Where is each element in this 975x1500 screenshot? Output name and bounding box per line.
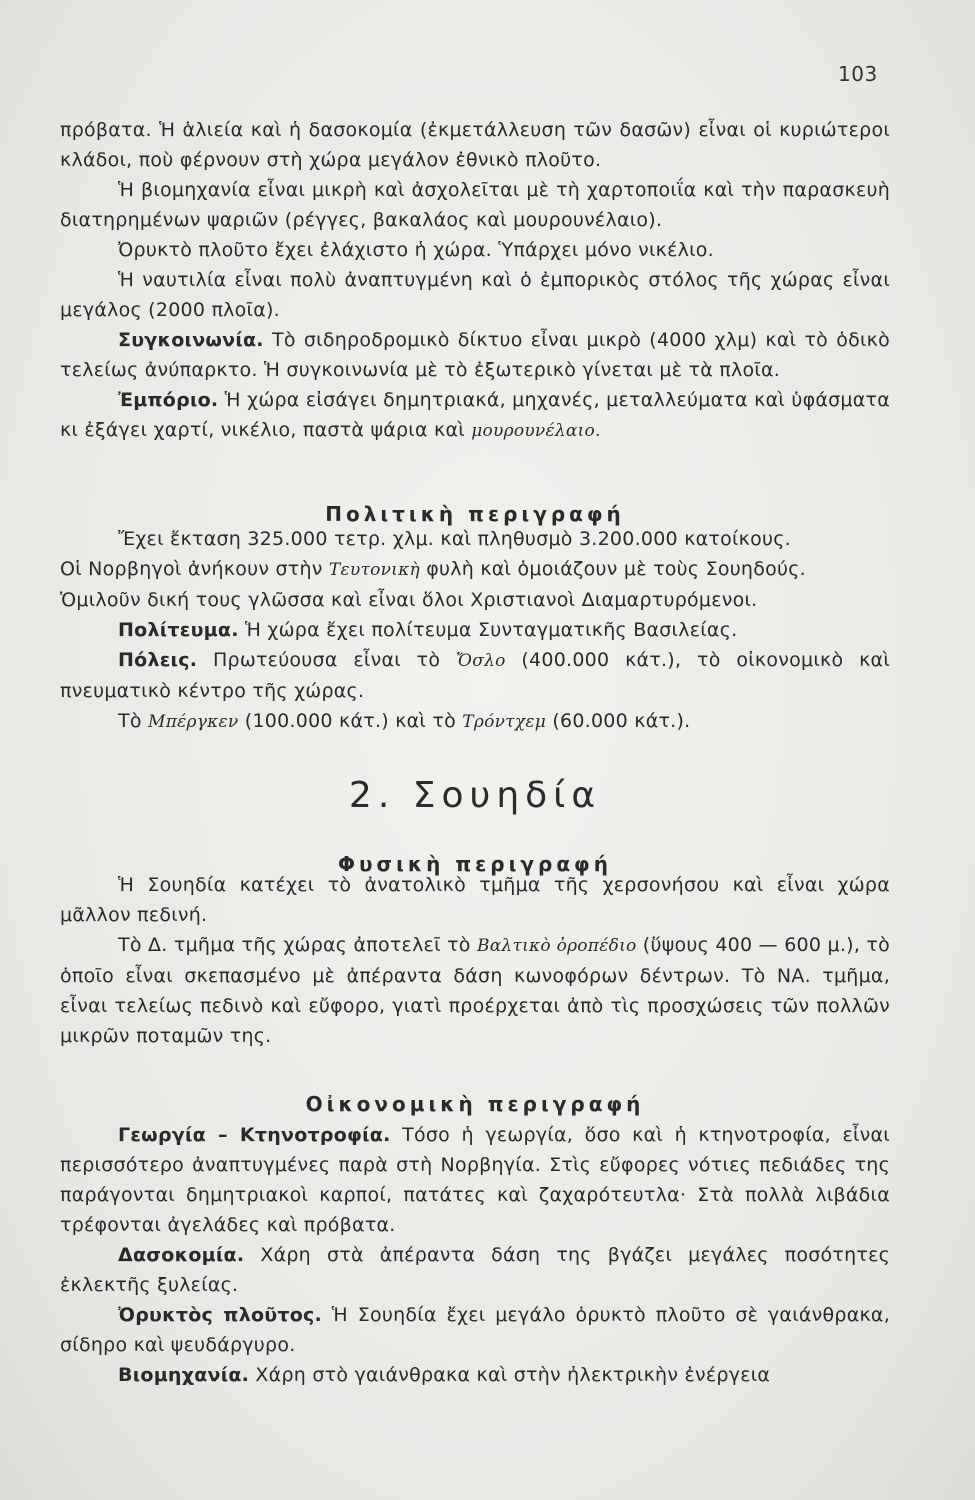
agriculture-text: Τόσο ἡ γεωργία, ὅσο καὶ ἡ κτηνοτροφία, εἶναι περισσότερο ἀναπτυγμένες παρὰ στὴ Νορβηγία. Στὶς εὔφορες νότιες πεδιάδες της παράγονται δημητριακοὶ καρποί, πατάτες καὶ ζαχαρότευτλα· Στὰ πολλὰ λιβάδια τρέφονται ἀγελάδες καὶ πρόβατα. xyxy=(60,1124,890,1236)
agriculture-paragraph xyxy=(60,1120,890,1240)
communication-text: Τὸ σιδηροδρομικὸ δίκτυο εἶναι μικρὸ (4000 χλμ) καὶ τὸ ὁδικὸ τελείως ἀνύπαρκτο. Ἡ συγκοινωνία μὲ τὸ ἐξωτερικὸ γίνεται μὲ τὰ πλοῖα. xyxy=(60,329,890,381)
cities-text-2: (400.000 κάτ.), τὸ οἰκονομικὸ καὶ πνευματικὸ κέντρο τῆς χώρας. xyxy=(60,649,890,702)
industry-label: Βιομηχανία. xyxy=(118,1364,250,1386)
city-trondheim: Τρόντχεμ xyxy=(462,712,547,732)
minerals-paragraph xyxy=(60,1300,890,1360)
cities2-line xyxy=(60,706,890,737)
city-oslo: Ὄσλο xyxy=(456,651,506,671)
norway-political-section xyxy=(60,524,890,737)
paragraph-minerals: Ὀρυκτὸ πλοῦτο ἔχει ἐλάχιστο ἡ χώρα. Ὑπάρχει μόνο νικέλιο. xyxy=(118,239,714,261)
paragraph-shipping: Ἡ ναυτιλία εἶναι πολὺ ἀναπτυγμένη καὶ ὁ ἐμπορικὸς στόλος τῆς χώρας εἶναι μεγάλος (2000 πλοῖα). xyxy=(60,269,890,321)
cities2-text-3: (60.000 κάτ.). xyxy=(546,710,691,732)
people-line xyxy=(60,554,890,585)
physical-p2-post: (ὕψους 400 — 600 μ.), τὸ ὁποῖο εἶναι σκεπασμένο μὲ ἀπέραντα δάση κωνοφόρων δέντρων. Τὸ ΝΑ. τμῆμα, εἶναι τελείως πεδινὸ καὶ εὔφορο, γιατὶ προέρχεται ἀπὸ τὶς προσχώσεις τῶν πολλῶν μικρῶν ποταμῶν της. xyxy=(60,934,890,1047)
cities-text-1: Πρωτεύουσα εἶναι τὸ xyxy=(197,649,457,671)
industry-paragraph xyxy=(60,1360,890,1390)
government-text: Ἡ χώρα ἔχει πολίτευμα Συνταγματικῆς Βασιλείας. xyxy=(238,619,738,641)
people-pre: Οἱ Νορβηγοὶ ἀνήκουν στὴν xyxy=(60,558,329,580)
cities-line xyxy=(60,645,890,706)
cities-label: Πόλεις. xyxy=(118,649,198,671)
political-heading: Πολιτικὴ περιγραφή xyxy=(325,502,625,526)
agriculture-label: Γεωργία – Κτηνοτροφία. xyxy=(118,1124,391,1146)
cities2-text-1: Τὸ xyxy=(118,710,149,732)
trade-label: Ἐμπόριο. xyxy=(118,389,219,411)
paragraph-industry: Ἡ βιομηχανία εἶναι μικρὴ καὶ ἀσχολεῖται μὲ τὴ χαρτοποιΐα καὶ τὴν παρασκευὴ διατηρημένων ψαριῶν (ρέγγες, βακαλάος καὶ μουρουνέλαιο). xyxy=(60,179,890,231)
minerals-label: Ὀρυκτὸς πλοῦτος. xyxy=(118,1304,323,1326)
area-line: Ἔχει ἔκταση 325.000 τετρ. χλμ. καὶ πληθυσμὸ 3.200.000 κατοίκους. xyxy=(118,528,791,550)
cities2-text-2: (100.000 κάτ.) καὶ τὸ xyxy=(238,710,463,732)
people-post: φυλὴ καὶ ὁμοιάζουν μὲ τοὺς Σουηδούς. xyxy=(419,558,806,580)
sweden-physical-section xyxy=(60,870,890,1051)
norway-economy-section xyxy=(60,115,890,446)
physical-paragraph-1: Ἡ Σουηδία κατέχει τὸ ἀνατολικὸ τμῆμα τῆς χερσονήσου καὶ εἶναι χώρα μᾶλλον πεδινή. xyxy=(60,874,890,926)
language-line: Ὁμιλοῦν δική τους γλῶσσα καὶ εἶναι ὅλοι Χριστιανοὶ Διαμαρτυρόμενοι. xyxy=(60,589,758,611)
physical-paragraph-2 xyxy=(60,930,890,1051)
government-label: Πολίτευμα. xyxy=(118,619,239,641)
physical-p2-pre: Τὸ Δ. τμῆμα τῆς χώρας ἀποτελεῖ τὸ xyxy=(118,934,477,956)
people-italic: Τευτονικὴ xyxy=(328,560,420,580)
government-line xyxy=(60,615,890,645)
baltic-plateau: Βαλτικὸ ὀροπέδιο xyxy=(476,936,637,956)
sweden-economy-section xyxy=(60,1120,890,1390)
trade-text: Ἡ χώρα εἰσάγει δημητριακά, μηχανές, μεταλλεύματα καὶ ὑφάσματα κι ἐξάγει χαρτί, νικέλιο, παστὰ ψάρια καὶ xyxy=(60,389,890,441)
paragraph-communication xyxy=(60,325,890,385)
paragraph-fishing-forestry: πρόβατα. Ἡ ἁλιεία καὶ ἡ δασοκομία (ἐκμετάλλευση τῶν δασῶν) εἶναι οἱ κυριώτεροι κλάδοι, ποὺ φέρνουν στὴ χώρα μεγάλον ἐθνικὸ πλοῦτο. xyxy=(60,119,890,171)
physical-heading: Φυσικὴ περιγραφή xyxy=(338,852,612,876)
forestry-text: Χάρη στὰ ἀπέραντα δάση της βγάζει μεγάλες ποσότητες ἐκλεκτῆς ξυλείας. xyxy=(60,1244,890,1296)
forestry-paragraph xyxy=(60,1240,890,1300)
paragraph-trade xyxy=(60,385,890,446)
communication-label: Συγκοινωνία. xyxy=(118,329,264,351)
city-bergen: Μπέργκεν xyxy=(148,712,239,732)
trade-italic: μουρουνέλαιο. xyxy=(471,421,601,441)
chapter-title: 2. Σουηδία xyxy=(348,775,602,816)
industry-text: Χάρη στὸ γαιάνθρακα καὶ στὴν ἠλεκτρικὴν ἐνέργεια xyxy=(249,1364,771,1386)
economic-heading: Οἰκονομικὴ περιγραφή xyxy=(305,1092,645,1116)
page-number: 103 xyxy=(838,62,878,86)
forestry-label: Δασοκομία. xyxy=(118,1244,245,1266)
minerals-text: Ἡ Σουηδία ἔχει μεγάλο ὀρυκτὸ πλοῦτο σὲ γαιάνθρακα, σίδηρο καὶ ψευδάργυρο. xyxy=(60,1304,890,1356)
